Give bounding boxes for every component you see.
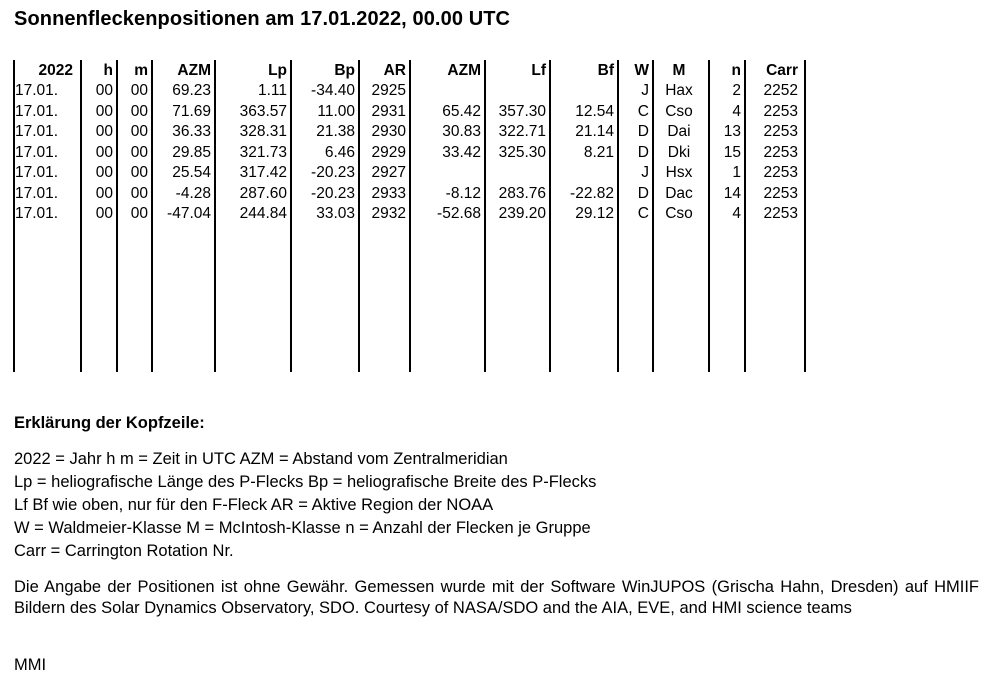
table-cell: 2933: [371, 184, 406, 202]
table-cell: 17.01.: [15, 102, 59, 120]
table-cell: 36.33: [172, 123, 211, 140]
table-cell: Dai: [667, 123, 691, 140]
signature: MMI: [14, 656, 47, 674]
table-cell: 2927: [371, 164, 406, 181]
table-cell: 15: [723, 143, 741, 161]
table-cell: 2925: [371, 82, 406, 99]
table-cell: 363.57: [239, 102, 287, 120]
table-cell: 00: [130, 184, 148, 202]
table-cell: C: [637, 205, 649, 222]
table-cell: 17.01.: [15, 205, 59, 222]
table-cell: 12.54: [575, 102, 614, 120]
header-azm-f: AZM: [447, 62, 481, 79]
table-cell: 00: [95, 205, 113, 222]
header-lp: Lp: [268, 62, 287, 79]
table-cell: -8.12: [445, 184, 481, 202]
header-bp: Bp: [334, 62, 355, 79]
table-cell: 21.38: [316, 123, 355, 140]
table-cell: 2253: [763, 164, 798, 181]
table-cell: 2930: [371, 123, 406, 140]
header-waldmeier: W: [634, 62, 649, 79]
table-cell: -34.40: [311, 82, 355, 99]
table-cell: 33.42: [442, 143, 481, 161]
table-cell: 2252: [763, 82, 798, 99]
table-cell: J: [641, 164, 649, 181]
table-cell: 17.01.: [15, 184, 59, 202]
table-cell: 2253: [763, 143, 798, 161]
table-cell: 00: [95, 164, 113, 181]
table-cell: 2: [732, 82, 741, 99]
header-count: n: [731, 62, 741, 79]
table-cell: 244.84: [239, 205, 287, 222]
table-cell: -20.23: [311, 184, 355, 202]
table-cell: 2253: [763, 102, 798, 120]
table-cell: D: [637, 184, 649, 202]
table-cell: 69.23: [172, 82, 211, 99]
table-cell: 17.01.: [15, 164, 59, 181]
table-cell: -20.23: [311, 164, 355, 181]
explanation-heading: Erklärung der Kopfzeile:: [14, 414, 205, 432]
header-bf: Bf: [597, 62, 614, 79]
table-cell: 00: [95, 82, 113, 99]
table-cell: 8.21: [583, 143, 614, 161]
table-cell: -52.68: [437, 205, 481, 222]
table-cell: Hax: [665, 82, 693, 99]
table-cell: Cso: [665, 205, 693, 222]
table-cell: 25.54: [172, 164, 211, 181]
table-cell: -47.04: [167, 205, 211, 222]
table-cell: 00: [130, 102, 148, 120]
table-cell: 2253: [763, 184, 798, 202]
table-cell: 13: [723, 123, 741, 140]
table-cell: 33.03: [316, 205, 355, 222]
table-cell: 317.42: [239, 164, 287, 181]
table-cell: 00: [130, 164, 148, 181]
table-cell: J: [641, 82, 649, 99]
table-cell: -4.28: [175, 184, 211, 202]
table-cell: Dki: [667, 143, 691, 161]
table-cell: C: [637, 102, 649, 120]
table-cell: 2253: [763, 123, 798, 140]
header-hour: h: [103, 62, 113, 79]
table-cell: 17.01.: [15, 123, 59, 140]
table-cell: 283.76: [498, 184, 546, 202]
table-cell: 321.73: [239, 143, 287, 161]
table-cell: 1.11: [257, 82, 287, 99]
table-cell: 21.14: [575, 123, 614, 140]
table-cell: 4: [732, 205, 741, 222]
header-year: 2022: [38, 62, 73, 79]
header-lf: Lf: [531, 62, 546, 79]
sunspot-table: [0, 60, 983, 372]
table-cell: 30.83: [442, 123, 481, 140]
table-cell: 00: [95, 123, 113, 140]
table-cell: Hsx: [665, 164, 693, 181]
table-cell: D: [637, 123, 649, 140]
table-cell: 357.30: [498, 102, 546, 120]
table-cell: 00: [130, 143, 148, 161]
table-cell: 325.30: [498, 143, 546, 161]
table-cell: 29.12: [575, 205, 614, 222]
table-cell: 2931: [371, 102, 406, 120]
table-cell: 287.60: [239, 184, 287, 202]
table-cell: 239.20: [498, 205, 546, 222]
table-cell: 322.71: [498, 123, 546, 140]
table-cell: 29.85: [172, 143, 211, 161]
header-carrington: Carr: [766, 62, 798, 79]
explanation-line: Lf Bf wie oben, nur für den F-Fleck AR = Aktive Region der NOAA: [14, 496, 494, 514]
table-cell: 6.46: [324, 143, 355, 161]
table-cell: 11.00: [317, 102, 355, 120]
explanation-line: Carr = Carrington Rotation Nr.: [14, 542, 234, 560]
table-cell: 14: [723, 184, 741, 202]
table-cell: 00: [130, 205, 148, 222]
table-cell: 1: [732, 164, 741, 181]
table-cell: 00: [130, 123, 148, 140]
table-cell: 00: [130, 82, 148, 99]
table-cell: 328.31: [239, 123, 287, 140]
table-cell: 00: [95, 102, 113, 120]
table-cell: -22.82: [570, 184, 614, 202]
table-cell: Dac: [665, 184, 693, 202]
explanation-line: W = Waldmeier-Klasse M = McIntosh-Klasse n = Anzahl der Flecken je Gruppe: [14, 519, 591, 537]
table-cell: 2929: [371, 143, 406, 161]
page-title: Sonnenfleckenpositionen am 17.01.2022, 00.00 UTC: [14, 8, 511, 30]
header-azm-p: AZM: [177, 62, 211, 79]
table-cell: 00: [95, 184, 113, 202]
table-cell: D: [637, 143, 649, 161]
header-mcintosh: M: [672, 62, 686, 79]
table-cell: 2253: [763, 205, 798, 222]
table-cell: Cso: [665, 102, 693, 120]
table-cell: 00: [95, 143, 113, 161]
table-cell: 2932: [371, 205, 406, 222]
disclaimer-paragraph: Die Angabe der Positionen ist ohne Gewähr. Gemessen wurde mit der Software WinJUPOS (Grischa Hahn, Dresden) auf HMIIF Bildern des Solar Dynamics Observatory, SDO. Courtesy of NASA/SDO and the AIA, EVE, and HMI science teams: [14, 578, 979, 617]
header-minute: m: [134, 62, 148, 79]
table-cell: 17.01.: [15, 143, 59, 161]
header-ar: AR: [383, 62, 406, 79]
explanation-line: Lp = heliografische Länge des P-Flecks Bp = heliografische Breite des P-Flecks: [14, 473, 597, 491]
column-divider: [804, 60, 806, 372]
table-cell: 71.69: [172, 102, 211, 120]
explanation-line: 2022 = Jahr h m = Zeit in UTC AZM = Abstand vom Zentralmeridian: [14, 450, 508, 468]
table-cell: 65.42: [442, 102, 481, 120]
table-cell: 17.01.: [15, 82, 59, 99]
table-cell: 4: [732, 102, 741, 120]
